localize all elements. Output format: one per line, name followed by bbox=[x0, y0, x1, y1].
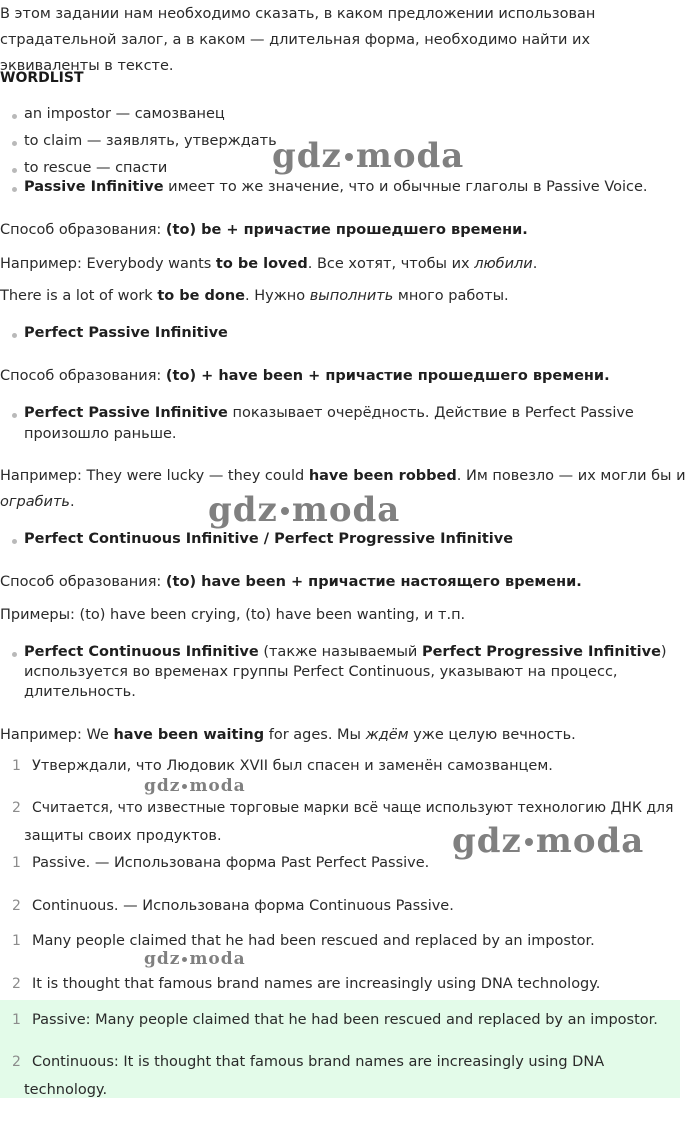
wordlist-title: WORDLIST bbox=[0, 70, 84, 86]
list-item-cont: защиты своих продуктов. bbox=[24, 828, 222, 844]
perfect-continuous-desc: Perfect Continuous Infinitive (также называемый Perfect Progressive Infinitive) bbox=[24, 644, 667, 660]
list-number: 2 bbox=[12, 1054, 21, 1070]
perfect-passive-desc-line2: произошло раньше. bbox=[24, 426, 177, 442]
intro-paragraph bbox=[0, 0, 680, 74]
list-item: Many people claimed that he had been rescued and replaced by an impostor. bbox=[32, 933, 595, 949]
wordlist-item: to claim — заявлять, утверждать bbox=[24, 133, 277, 149]
list-item: Passive: Many people claimed that he had been rescued and replaced by an impostor. bbox=[32, 1012, 658, 1028]
watermark: gdz moda bbox=[452, 821, 645, 861]
list-item: Continuous. — Использована форма Continuous Passive. bbox=[32, 898, 454, 914]
passive-infinitive-bullet: Passive Infinitive имеет то же значение, что и обычные глаголы в Passive Voice. bbox=[24, 179, 648, 195]
bullet-dot bbox=[12, 652, 17, 657]
passive-example-1: Например: Everybody wants to be loved. Все хотят, чтобы их любили. bbox=[0, 256, 538, 272]
list-item: Считается, что известные торговые марки всё чаще используют технологию ДНК для bbox=[32, 800, 674, 816]
list-number: 2 bbox=[12, 976, 21, 992]
perfect-passive-desc: Perfect Passive Infinitive показывает очерёдность. Действие в Perfect Passive bbox=[24, 405, 634, 421]
list-number: 2 bbox=[12, 898, 21, 914]
perfect-continuous-example: Например: We have been waiting for ages. Мы ждём уже целую вечность. bbox=[0, 727, 576, 743]
list-item: Passive. — Использована форма Past Perfect Passive. bbox=[32, 855, 430, 871]
perfect-continuous-heading: Perfect Continuous Infinitive / Perfect Progressive Infinitive bbox=[24, 531, 514, 547]
perfect-continuous-desc-line2: используется во временах группы Perfect Continuous, указывают на процесс, bbox=[24, 664, 618, 680]
list-number: 2 bbox=[12, 800, 21, 816]
list-item: Утверждали, что Людовик XVII был спасен и заменён самозванцем. bbox=[32, 758, 553, 774]
perfect-continuous-formation: Способ образования: (to) have been + причастие настоящего времени. bbox=[0, 574, 582, 590]
perfect-continuous-examples: Примеры: (to) have been crying, (to) have been wanting, и т.п. bbox=[0, 607, 466, 623]
list-number: 1 bbox=[12, 933, 21, 949]
list-number: 1 bbox=[12, 855, 21, 871]
intro-line: эквиваленты в тексте. bbox=[0, 58, 174, 74]
bullet-dot bbox=[12, 141, 17, 146]
watermark: gdz moda bbox=[272, 136, 465, 176]
list-item: It is thought that famous brand names are increasingly using DNA technology. bbox=[32, 976, 601, 992]
list-number: 1 bbox=[12, 758, 21, 774]
perfect-continuous-desc-line3: длительность. bbox=[24, 684, 136, 700]
watermark: gdz moda bbox=[144, 776, 246, 796]
passive-example-2: There is a lot of work to be done. Нужно выполнить много работы. bbox=[0, 288, 509, 304]
watermark: gdz moda bbox=[208, 490, 401, 530]
perfect-passive-formation: Способ образования: (to) + have been + причастие прошедшего времени. bbox=[0, 368, 610, 384]
bullet-dot bbox=[12, 168, 17, 173]
list-item: Continuous: It is thought that famous brand names are increasingly using DNA bbox=[32, 1054, 605, 1070]
list-item-cont: technology. bbox=[24, 1082, 108, 1098]
perfect-passive-example-line2: ограбить. bbox=[0, 494, 75, 510]
bullet-dot bbox=[12, 333, 17, 338]
bullet-dot bbox=[12, 114, 17, 119]
list-number: 1 bbox=[12, 1012, 21, 1028]
bullet-dot bbox=[12, 413, 17, 418]
bullet-dot bbox=[12, 187, 17, 192]
perfect-passive-example: Например: They were lucky — they could have been robbed. Им повезло — их могли бы и bbox=[0, 468, 686, 484]
intro-line: В этом задании нам необходимо сказать, в каком предложении использован bbox=[0, 6, 596, 22]
intro-line: страдательной залог, а в каком — длительная форма, необходимо найти их bbox=[0, 32, 591, 48]
wordlist-item: an impostor — самозванец bbox=[24, 106, 225, 122]
wordlist-item: to rescue — спасти bbox=[24, 160, 168, 176]
perfect-passive-heading: Perfect Passive Infinitive bbox=[24, 325, 228, 341]
watermark: gdz moda bbox=[144, 949, 246, 969]
bullet-dot bbox=[12, 539, 17, 544]
passive-formation: Способ образования: (to) be + причастие прошедшего времени. bbox=[0, 222, 528, 238]
